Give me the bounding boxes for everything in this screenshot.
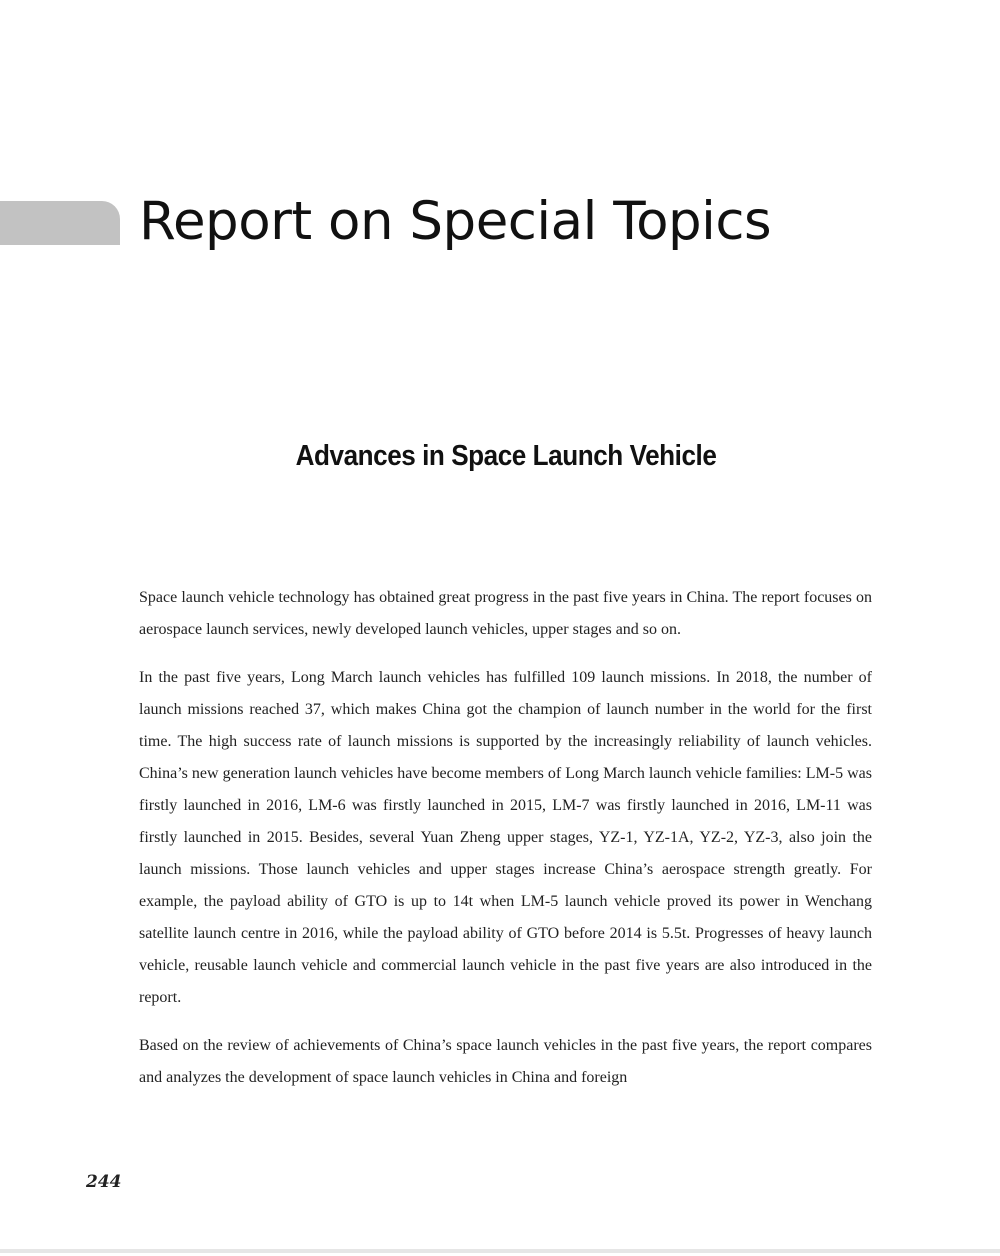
paragraph-2: In the past five years, Long March launch vehicles has fulfilled 109 launch missions. In 2018, the number of launch missions reached 37, which makes China got the champion of launch number in the world for the first time. The high success rate of launch missions is supported by the increasingly reliability of launch vehicles. China’s new generation launch vehicles have become members of Long March launch vehicle families: LM-5 was firstly launched in 2016, LM-6 was firstly launched in 2015, LM-7 was firstly launched in 2016, LM-11 was firstly launched in 2015. Besides, several Yuan Zheng upper stages, YZ-1, YZ-1A, YZ-2, YZ-3, also join the launch missions. Those launch vehicles and upper stages increase China’s aerospace strength greatly. For example, the payload ability of GTO is up to 14t when LM-5 launch vehicle proved its power in Wenchang satellite launch centre in 2016, while the payload ability of GTO before 2014 is 5.5t. Progresses of heavy launch vehicle, reusable launch vehicle and commercial launch vehicle in the past five years are also introduced in the report.: [139, 669, 872, 1006]
section-title: Report on Special Topics: [139, 191, 772, 252]
paragraph-3: Based on the review of achievements of China’s space launch vehicles in the past five years, the report compares and analyzes the development of space launch vehicles in China and foreign: [139, 1037, 872, 1086]
bottom-divider: [0, 1249, 1000, 1253]
article-body: [139, 582, 872, 1110]
article-title: Advances in Space Launch Vehicle: [295, 440, 717, 472]
section-tab-marker: [0, 201, 120, 245]
paragraph-1: Space launch vehicle technology has obtained great progress in the past five years in China. The report focuses on aerospace launch services, newly developed launch vehicles, upper stages and so on.: [139, 589, 872, 638]
page-number: 244: [86, 1172, 122, 1192]
